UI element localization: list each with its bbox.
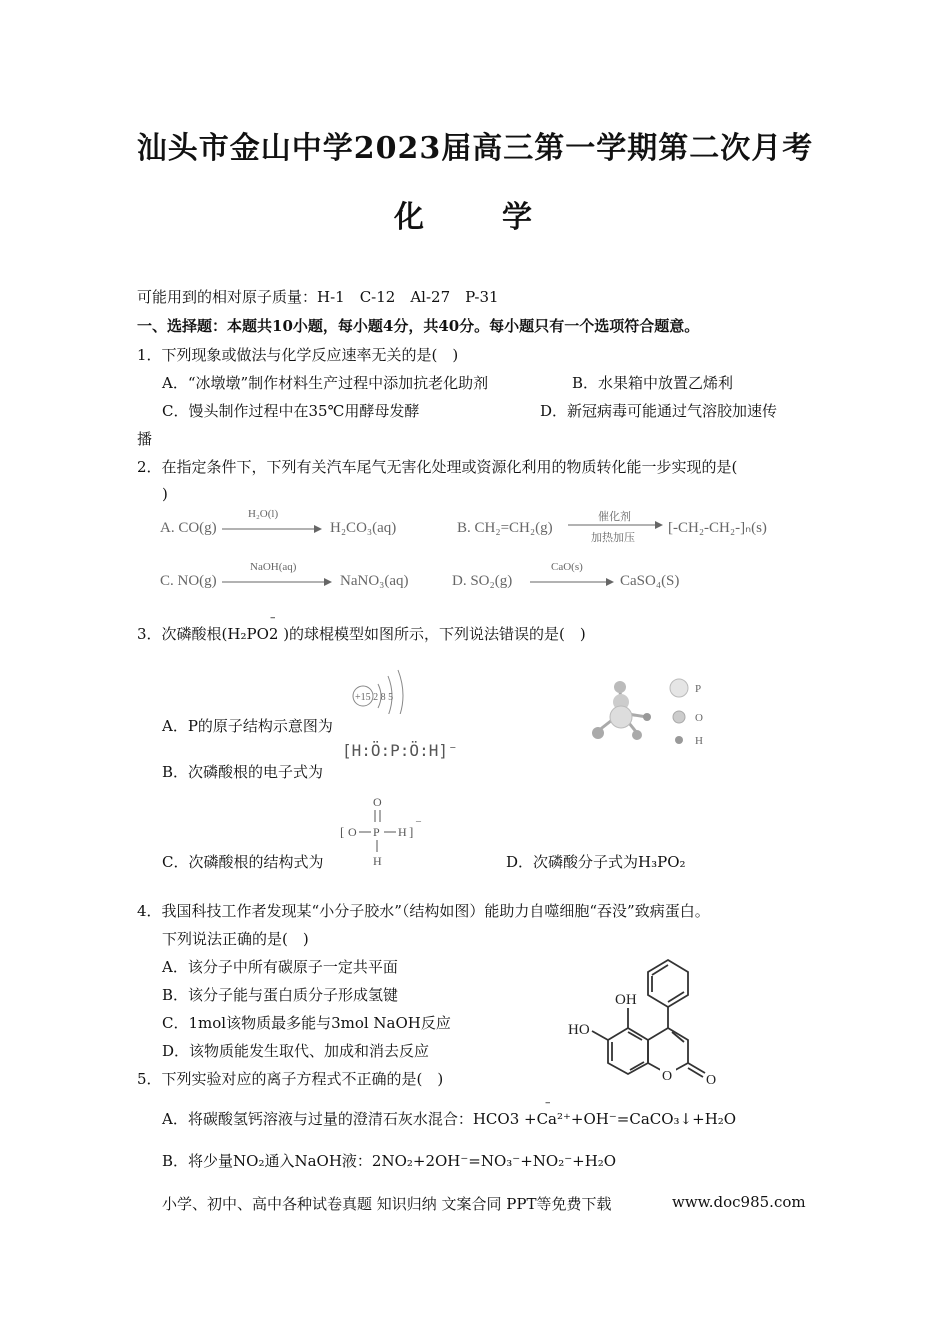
q1-option-d-cont: 播	[137, 430, 153, 448]
q3-option-a: A．P的原子结构示意图为	[162, 717, 333, 735]
q1-option-b: B．水果箱中放置乙烯利	[572, 374, 734, 392]
svg-text:]: ]	[409, 824, 414, 839]
q2-d-condition: CaO(s)	[551, 561, 583, 573]
struct-o-top: O	[373, 795, 382, 809]
p-atom-structure-diagram	[350, 662, 420, 714]
ring-oxygen-label: O	[662, 1069, 673, 1084]
ball-stick-model	[585, 675, 725, 750]
q2-d-right: CaSO₄(S)	[620, 573, 680, 589]
q2-d-left: D. SO₂(g)	[452, 573, 513, 589]
legend-p-label: P	[695, 683, 702, 695]
q2-d-arrow	[530, 577, 614, 587]
structural-formula	[338, 792, 438, 870]
q2-a-left: A. CO(g)	[160, 520, 217, 536]
oh-top-label: OH	[615, 992, 637, 1008]
section-heading: 一、选择题：本题共10小题，每小题4分，共40分。每小题只有一个选项符合题意。	[137, 317, 700, 335]
footer-url[interactable]: www.doc985.com	[672, 1193, 806, 1211]
q2-c-right: NaNO₃(aq)	[340, 573, 409, 589]
q2-b-right: [-CH₂-CH₂-]ₙ(s)	[668, 520, 767, 536]
q2-a-condition: H₂O(l)	[248, 508, 279, 520]
q3-charge-mark: –	[270, 611, 276, 624]
q2-b-condition-top: 催化剂	[598, 511, 631, 523]
q5-option-b: B．将少量NO₂通入NaOH液：2NO₂+2OH⁻=NO₃⁻+NO₂⁻+H₂O	[162, 1152, 617, 1170]
q2-b-condition-bottom: 加热加压	[591, 532, 635, 544]
exam-title: 汕头市金山中学2023届高三第一学期第二次月考	[136, 131, 814, 166]
q4-option-d: D．该物质能发生取代、加成和消去反应	[162, 1042, 430, 1060]
oh-left-label: HO	[568, 1022, 590, 1038]
q2-a-right: H₂CO₃(aq)	[330, 520, 397, 536]
carbonyl-oxygen-label: O	[706, 1073, 717, 1088]
q3-stem: 3．次磷酸根(H₂PO2 )的球棍模型如图所示，下列说法错误的是( )	[137, 625, 586, 643]
q4-option-b: B．该分子能与蛋白质分子形成氢键	[162, 986, 399, 1004]
q5-stem: 5．下列实验对应的离子方程式不正确的是( )	[137, 1070, 444, 1088]
q3-option-d: D．次磷酸分子式为H₃PO₂	[506, 853, 686, 871]
subject-title: 化 学	[394, 200, 556, 235]
struct-charge: –	[416, 816, 421, 827]
q2-c-arrow	[222, 577, 332, 587]
legend-o-label: O	[695, 712, 703, 724]
q2-c-condition: NaOH(aq)	[250, 561, 297, 573]
q3-option-b: B．次磷酸根的电子式为	[162, 763, 324, 781]
q2-c-left: C. NO(g)	[160, 573, 217, 589]
atomic-masses: 可能用到的相对原子质量：H-1 C-12 Al-27 P-31	[137, 288, 499, 306]
q1-stem: 1．下列现象或做法与化学反应速率无关的是( )	[137, 346, 459, 364]
q4-option-c: C．1mol该物质最多能与3mol NaOH反应	[162, 1014, 451, 1032]
q1-option-a: A．“冰墩墩”制作材料生产过程中添加抗老化助剂	[162, 374, 489, 392]
q1-option-c: C．馒头制作过程中在35℃用酵母发酵	[162, 402, 420, 420]
q4-option-a: A．该分子中所有碳原子一定共平面	[162, 958, 398, 976]
molecule-structure	[560, 950, 740, 1095]
q5-a-charge-mark: –	[545, 1096, 551, 1109]
q4-stem: 4．我国科技工作者发现某“小分子胶水”（结构如图）能助力自噬细胞“吞没”致病蛋白。	[137, 902, 710, 920]
footer-ad: 小学、初中、高中各种试卷真题 知识归纳 文案合同 PPT等免费下载	[162, 1195, 612, 1213]
q2-stem: 2．在指定条件下，下列有关汽车尾气无害化处理或资源化利用的物质转化能一步实现的是(	[137, 458, 738, 476]
svg-text:[: [	[340, 824, 345, 839]
struct-h-bottom: H	[373, 854, 382, 868]
q4-stem-cont: 下列说法正确的是( )	[162, 930, 309, 948]
q3-option-c: C．次磷酸根的结构式为	[162, 853, 324, 871]
struct-p: P	[373, 825, 380, 839]
q2-a-arrow	[222, 524, 322, 534]
electron-formula: [H:Ö:P:Ö:H]⁻	[342, 741, 458, 760]
q2-stem-cont: )	[162, 485, 168, 503]
struct-o-left: O	[348, 825, 357, 839]
q2-b-left: B. CH₂=CH₂(g)	[457, 520, 553, 536]
q5-option-a: A．将碳酸氢钙溶液与过量的澄清石灰水混合：HCO3 +Ca²⁺+OH⁻=CaCO₃↓+H₂O	[162, 1110, 737, 1128]
atom-diagram-label: +15 2 8 5	[355, 692, 394, 703]
legend-h-label: H	[695, 735, 703, 747]
q1-option-d: D．新冠病毒可能通过气溶胶加速传	[540, 402, 778, 420]
struct-h-right: H	[398, 825, 407, 839]
